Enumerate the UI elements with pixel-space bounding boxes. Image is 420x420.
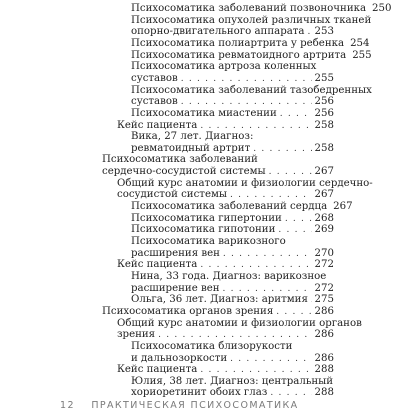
running-title: ПРАКТИЧЕСКАЯ ПСИХОСОМАТИКА <box>91 400 299 411</box>
toc-page-number: 286 <box>314 305 334 317</box>
toc-entry-title: Вика, 27 лет. Диагноз: <box>131 131 254 143</box>
toc-page-number: 250 <box>372 3 392 14</box>
toc-page-number: 253 <box>314 26 334 38</box>
toc-entry-title: Психосоматика миастении <box>131 107 277 119</box>
toc-page-number: 255 <box>352 49 372 61</box>
page-number: 12 <box>60 400 75 411</box>
toc-page-number: 267 <box>314 166 334 178</box>
toc-entry-title: Психосоматика близорукости <box>131 340 293 352</box>
toc-entry-title: Психосоматика артроза коленных <box>131 61 317 73</box>
toc-page-number: 267 <box>314 189 334 201</box>
toc-entry-title: хориоретинит обоих глаз <box>131 387 268 399</box>
toc-page-number: 269 <box>314 224 334 236</box>
toc-entry-title: Ольга, 36 лет. Диагноз: аритмия <box>131 294 308 306</box>
toc-page-number: 255 <box>314 72 334 84</box>
toc-entry-title: Общий курс анатомии и физиологии органов <box>117 317 362 329</box>
toc-entry-title: Психосоматика ревматоидного артрита <box>131 49 347 61</box>
toc-entry-title: сердечно-сосудистой системы <box>102 166 266 178</box>
page-footer <box>60 400 299 411</box>
toc-entry-title: и дальнозоркости <box>131 352 228 364</box>
toc-entry-title: зрения <box>117 329 156 341</box>
toc-entry-title: Психосоматика заболеваний <box>102 154 258 166</box>
toc-entry-title: Кейс пациента <box>117 259 198 271</box>
toc-page-number: 286 <box>314 329 334 341</box>
toc-entry-title: Психосоматика гипотонии <box>131 224 276 236</box>
toc-page-number: 258 <box>314 142 334 154</box>
toc-entry-title: Психосоматика опухолей различных тканей <box>131 14 372 26</box>
toc-page-number: 270 <box>314 247 334 259</box>
toc-page-number: 272 <box>314 282 334 294</box>
toc-page-number: 268 <box>314 212 334 224</box>
toc-entry-title: суставов <box>131 96 178 108</box>
toc-page-number: 275 <box>314 294 334 306</box>
toc-entry-title: Психосоматика заболеваний позвоночника <box>131 3 367 14</box>
toc-page-number: 258 <box>314 119 334 131</box>
toc-entry-title: Кейс пациента <box>117 364 198 376</box>
toc-page-number: 256 <box>314 107 334 119</box>
toc-entry-title: расширение вен <box>131 282 220 294</box>
toc-entry-title: Юлия, 38 лет. Диагноз: центральный <box>131 375 334 387</box>
toc-entry-title: Психосоматика органов зрения <box>102 305 274 317</box>
toc-page-number: 267 <box>333 201 353 213</box>
toc-page-number: 254 <box>350 37 370 49</box>
toc-entry-title: суставов <box>131 72 178 84</box>
toc-entry-title: Психосоматика полиартрита у ребенка <box>131 37 345 49</box>
toc-page-number: 256 <box>314 96 334 108</box>
toc-entry-title: Психосоматика гипертонии <box>131 212 282 224</box>
toc-entry-title: Нина, 33 года. Диагноз: варикозное <box>131 270 327 282</box>
toc-page-number: 288 <box>314 387 334 399</box>
toc-entry-title: ревматоидный артрит <box>131 142 251 154</box>
toc-entry-title: расширения вен <box>131 247 220 259</box>
toc-page-number: 288 <box>314 364 334 376</box>
toc-entry-title: Психосоматика варикозного <box>131 236 286 247</box>
toc-entry-title: опорно-двигательного аппарата <box>131 26 305 38</box>
toc-entry-title: Кейс пациента <box>117 119 198 131</box>
toc-entry-title: Общий курс анатомии и физиологии сердечно- <box>117 177 373 189</box>
toc-entry-title: сосудистой системы <box>117 189 228 201</box>
toc-entry-title: Психосоматика заболеваний тазобедренных <box>131 84 372 96</box>
toc-page-number: 272 <box>314 259 334 271</box>
toc-entry-title: Психосоматика заболеваний сердца <box>131 201 328 213</box>
toc-page-number: 286 <box>314 352 334 364</box>
